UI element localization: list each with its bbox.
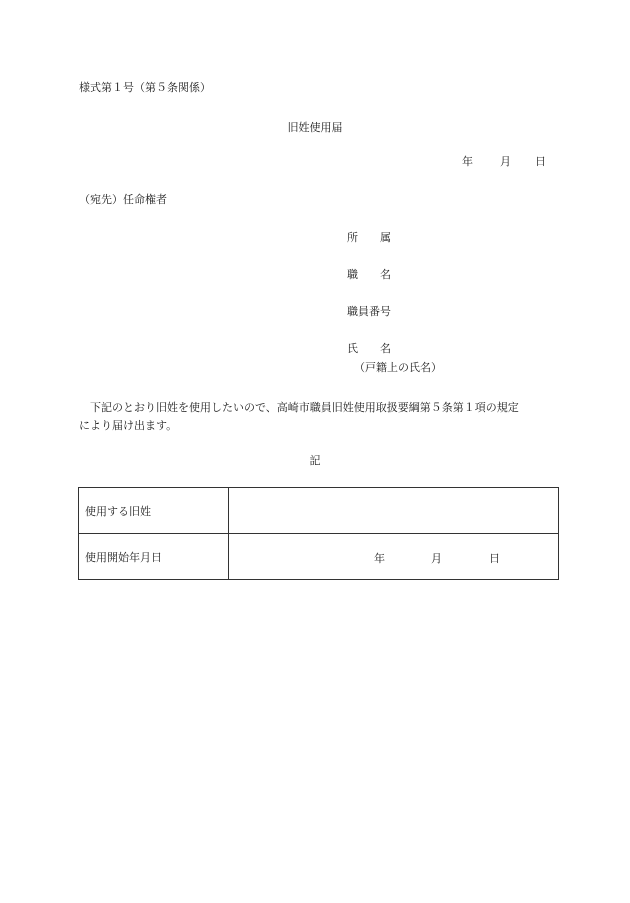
former-surname-label: 使用する旧姓	[79, 488, 229, 534]
position-label: 職 名	[347, 268, 391, 281]
addressee: （宛先）任命権者	[79, 193, 167, 206]
start-date-month: 月	[431, 551, 442, 565]
name-label: 氏 名	[347, 342, 391, 355]
body-paragraph	[79, 399, 559, 435]
name-note: （戸籍上の氏名）	[354, 361, 442, 374]
start-date-value	[229, 534, 559, 580]
employee-number-label: 職員番号	[347, 305, 391, 318]
body-line-2: により届け出ます。	[79, 419, 178, 432]
page-title: 旧姓使用届	[287, 121, 343, 134]
table-row	[79, 488, 559, 534]
record-table	[78, 487, 559, 580]
start-date-year: 年	[374, 551, 385, 565]
date-day-label: 日	[535, 155, 546, 168]
start-date-day: 日	[489, 551, 500, 565]
start-date-label: 使用開始年月日	[79, 534, 229, 580]
ki-heading: 記	[309, 454, 321, 467]
date-month-label: 月	[500, 155, 511, 168]
table-row	[79, 534, 559, 580]
affiliation-label: 所 属	[347, 231, 391, 244]
form-number: 様式第１号（第５条関係）	[79, 81, 211, 94]
date-year-label: 年	[462, 155, 473, 168]
former-surname-value	[229, 488, 559, 534]
body-line-1: 下記のとおり旧姓を使用したいので、高崎市職員旧姓使用取扱要綱第５条第１項の規定	[90, 401, 519, 414]
